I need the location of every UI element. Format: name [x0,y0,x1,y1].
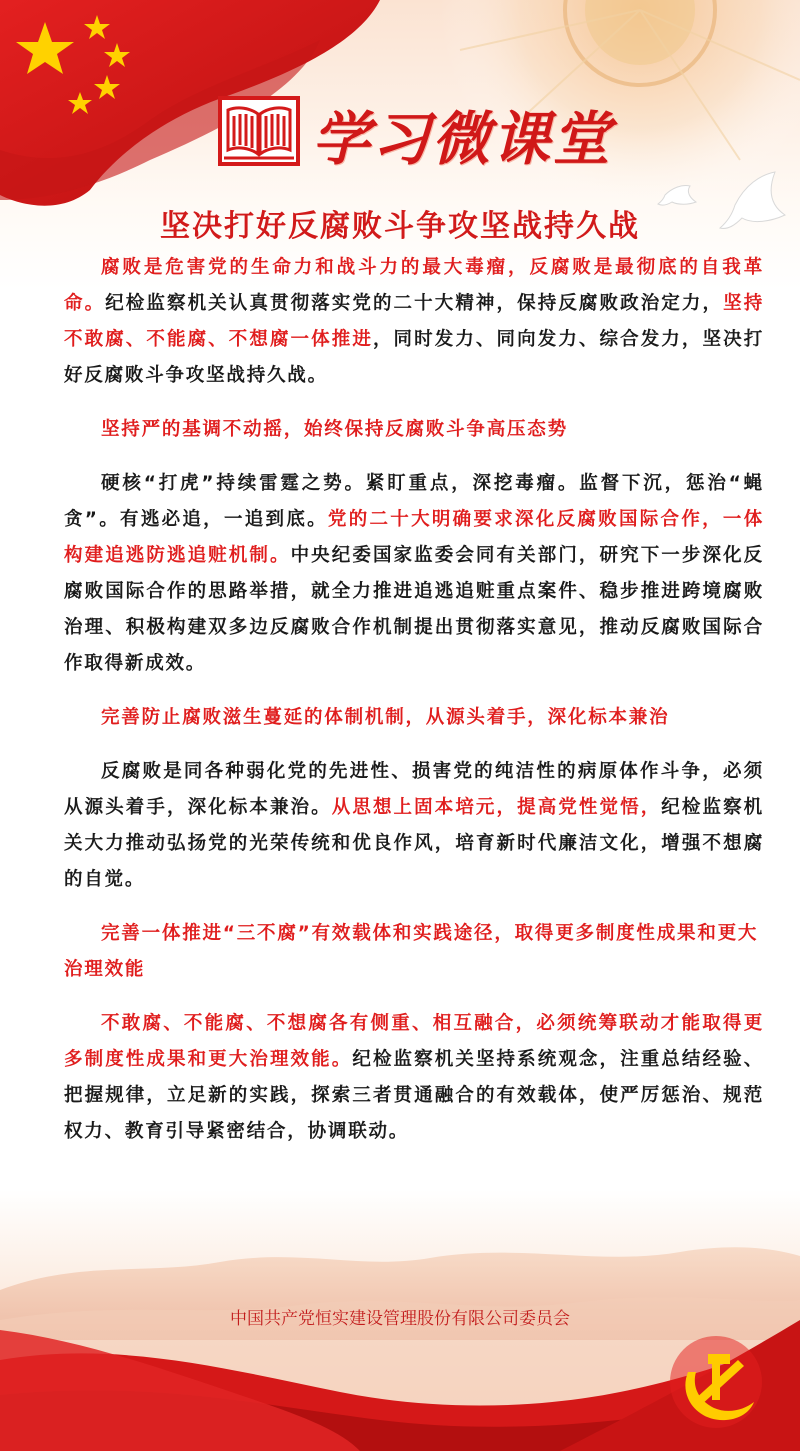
intro-red-1: 腐败是危害党的生命力和战斗力的最大毒瘤，反腐败是最彻底的自我革命。 [64,257,764,314]
section1-heading: 坚持严的基调不动摇，始终保持反腐败斗争高压态势 [101,419,568,440]
intro-text-1: 纪检监察机关认真贯彻落实党的二十大精神，保持反腐败政治定力， [105,293,724,314]
section2-text-2: 纪检监察机关大力推动弘扬党的光荣传统和优良作风，培育新时代廉洁文化，增强不想腐的自觉。 [64,797,764,890]
section1-paragraph [64,466,764,682]
section2-heading: 完善防止腐败滋生蔓延的体制机制，从源头着手，深化标本兼治 [101,707,670,728]
section1-text-2: 中央纪委国家监委会同有关部门，研究下一步深化反腐败国际合作的思路举措，就全力推进追逃追赃重点案件、稳步推进跨境腐败治理、积极构建双多边反腐败合作机制提出贯彻落实意见，推动反腐败国际合作取得新成效。 [64,545,764,674]
header [0,92,800,182]
section3-text-1: 纪检监察机关坚持系统观念，注重总结经验、把握规律，立足新的实践，探索三者贯通融合的有效载体，使严厉惩治、规范权力、教育引导紧密结合，协调联动。 [64,1049,764,1142]
intro-text-2: ，同时发力、同向发力、综合发力，坚决打好反腐败斗争攻坚战持久战。 [64,329,764,386]
section3-red-1: 不敢腐、不能腐、不想腐各有侧重、相互融合，必须统筹联动才能取得更多制度性成果和更大治理效能。 [64,1013,764,1070]
intro-paragraph [64,250,764,394]
footer-organization: 中国共产党恒实建设管理股份有限公司委员会 [230,1309,570,1329]
section1-text-1: 硬核“打虎”持续雷霆之势。紧盯重点，深挖毒瘤。监督下沉，惩治“蝇贪”。有逃必追，一追到底。 [64,473,764,530]
section2-text-1: 反腐败是同各种弱化党的先进性、损害党的纯洁性的病原体作斗争，必须从源头着手，深化标本兼治。 [64,761,764,818]
intro-red-2: 坚持不敢腐、不能腐、不想腐一体推进 [64,293,764,350]
section1-red-1: 党的二十大明确要求深化反腐败国际合作，一体构建追逃防逃追赃机制。 [64,509,764,566]
party-emblem-icon [670,1336,762,1428]
article-title: 坚决打好反腐败斗争攻坚战持久战 [160,209,640,244]
article-body [64,250,764,1168]
section3-paragraph [64,1006,764,1150]
open-book-icon [218,96,300,166]
section3-heading: 完善一体推进“三不腐”有效载体和实践途径，取得更多制度性成果和更大治理效能 [64,923,759,980]
brand-title: 学习微课堂 [312,105,613,173]
section2-red-1: 从思想上固本培元，提高党性觉悟， [331,797,662,818]
section2-paragraph [64,754,764,898]
